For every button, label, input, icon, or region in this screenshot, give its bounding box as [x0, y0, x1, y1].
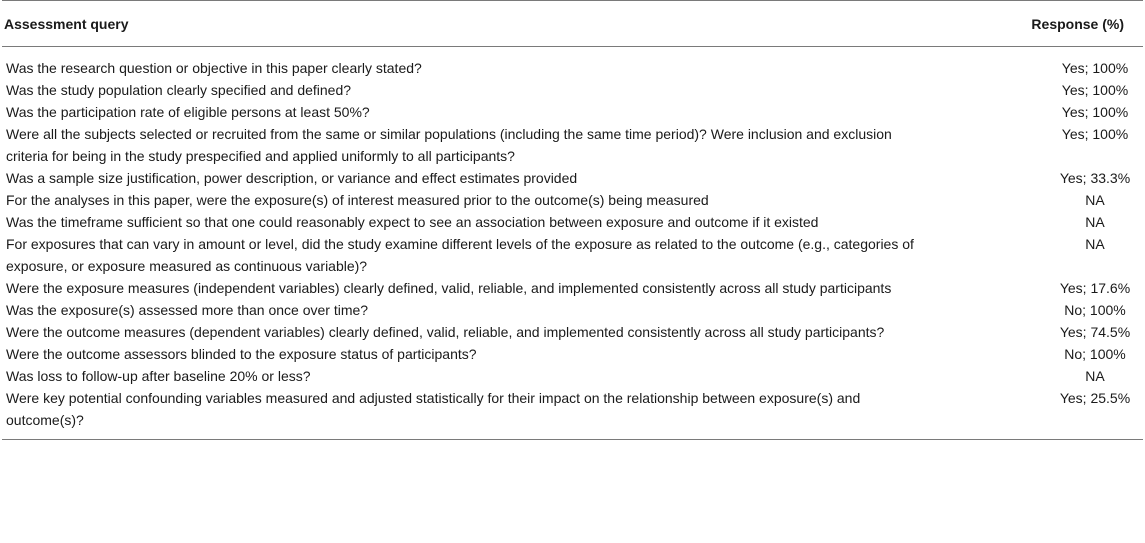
query-cell: Were the outcome measures (dependent variables) clearly defined, valid, reliable, and implemented consistently across all study participants?: [6, 324, 885, 340]
header-response: Response (%): [957, 1, 1143, 47]
response-cell: Yes; 17.6%: [1059, 280, 1131, 296]
table-row: [2, 387, 1143, 440]
response-cell: Yes; 100%: [1061, 82, 1129, 98]
query-cell: Was loss to follow-up after baseline 20% or less?: [6, 368, 311, 384]
table-row: [2, 167, 1143, 189]
response-cell: NA: [1085, 368, 1105, 384]
response-cell: No; 100%: [1064, 346, 1126, 362]
response-cell: NA: [1085, 214, 1105, 230]
query-cell: Was the exposure(s) assessed more than once over time?: [6, 302, 369, 318]
table-row: [2, 47, 1143, 80]
table-row: [2, 343, 1143, 365]
table-row: [2, 79, 1143, 101]
response-cell: NA: [1085, 236, 1105, 252]
query-cell: Was the timeframe sufficient so that one could reasonably expect to see an association between exposure and outcome if it existed: [6, 214, 819, 230]
table-row: [2, 277, 1143, 299]
query-cell: Were the outcome assessors blinded to the exposure status of participants?: [6, 346, 477, 362]
table-row: [2, 365, 1143, 387]
table-row: [2, 123, 1143, 167]
query-cell: Were key potential confounding variables measured and adjusted statistically for their impact on the relationship between exposure(s) and outcome(s)?: [2, 387, 957, 440]
response-cell: Yes; 33.3%: [1059, 170, 1131, 186]
response-cell: No; 100%: [1064, 302, 1126, 318]
table-row: [2, 101, 1143, 123]
response-cell: Yes; 100%: [1061, 60, 1129, 76]
query-cell: Was the study population clearly specified and defined?: [6, 82, 352, 98]
query-cell: Was the participation rate of eligible persons at least 50%?: [6, 104, 370, 120]
assessment-table: [2, 0, 1143, 440]
table-row: [2, 321, 1143, 343]
response-cell: NA: [1085, 192, 1105, 208]
table-row: [2, 189, 1143, 211]
response-cell: Yes; 25.5%: [957, 387, 1143, 440]
query-cell: Were the exposure measures (independent variables) clearly defined, valid, reliable, and implemented consistently across all study participants: [6, 280, 892, 296]
response-cell: Yes; 100%: [1061, 126, 1129, 142]
table-header-row: [2, 1, 1143, 47]
table-row: [2, 211, 1143, 233]
header-assessment-query: Assessment query: [2, 1, 957, 47]
table-row: [2, 233, 1143, 277]
response-cell: Yes; 100%: [1061, 104, 1129, 120]
query-cell: Was a sample size justification, power description, or variance and effect estimates provided: [6, 170, 578, 186]
query-cell: For the analyses in this paper, were the exposure(s) of interest measured prior to the outcome(s) being measured: [6, 192, 709, 208]
query-cell: Was the research question or objective in this paper clearly stated?: [6, 60, 422, 76]
response-cell: Yes; 74.5%: [1059, 324, 1131, 340]
table-row: [2, 299, 1143, 321]
query-cell: Were all the subjects selected or recruited from the same or similar populations (including the same time period)? Were inclusion and exclusion criteria for being in the study prespecified and applied uniformly to all participants?: [6, 126, 892, 164]
query-cell: For exposures that can vary in amount or level, did the study examine different levels of the exposure as related to the outcome (e.g., categories of exposure, or exposure measured as continuous variable)?: [6, 236, 914, 274]
